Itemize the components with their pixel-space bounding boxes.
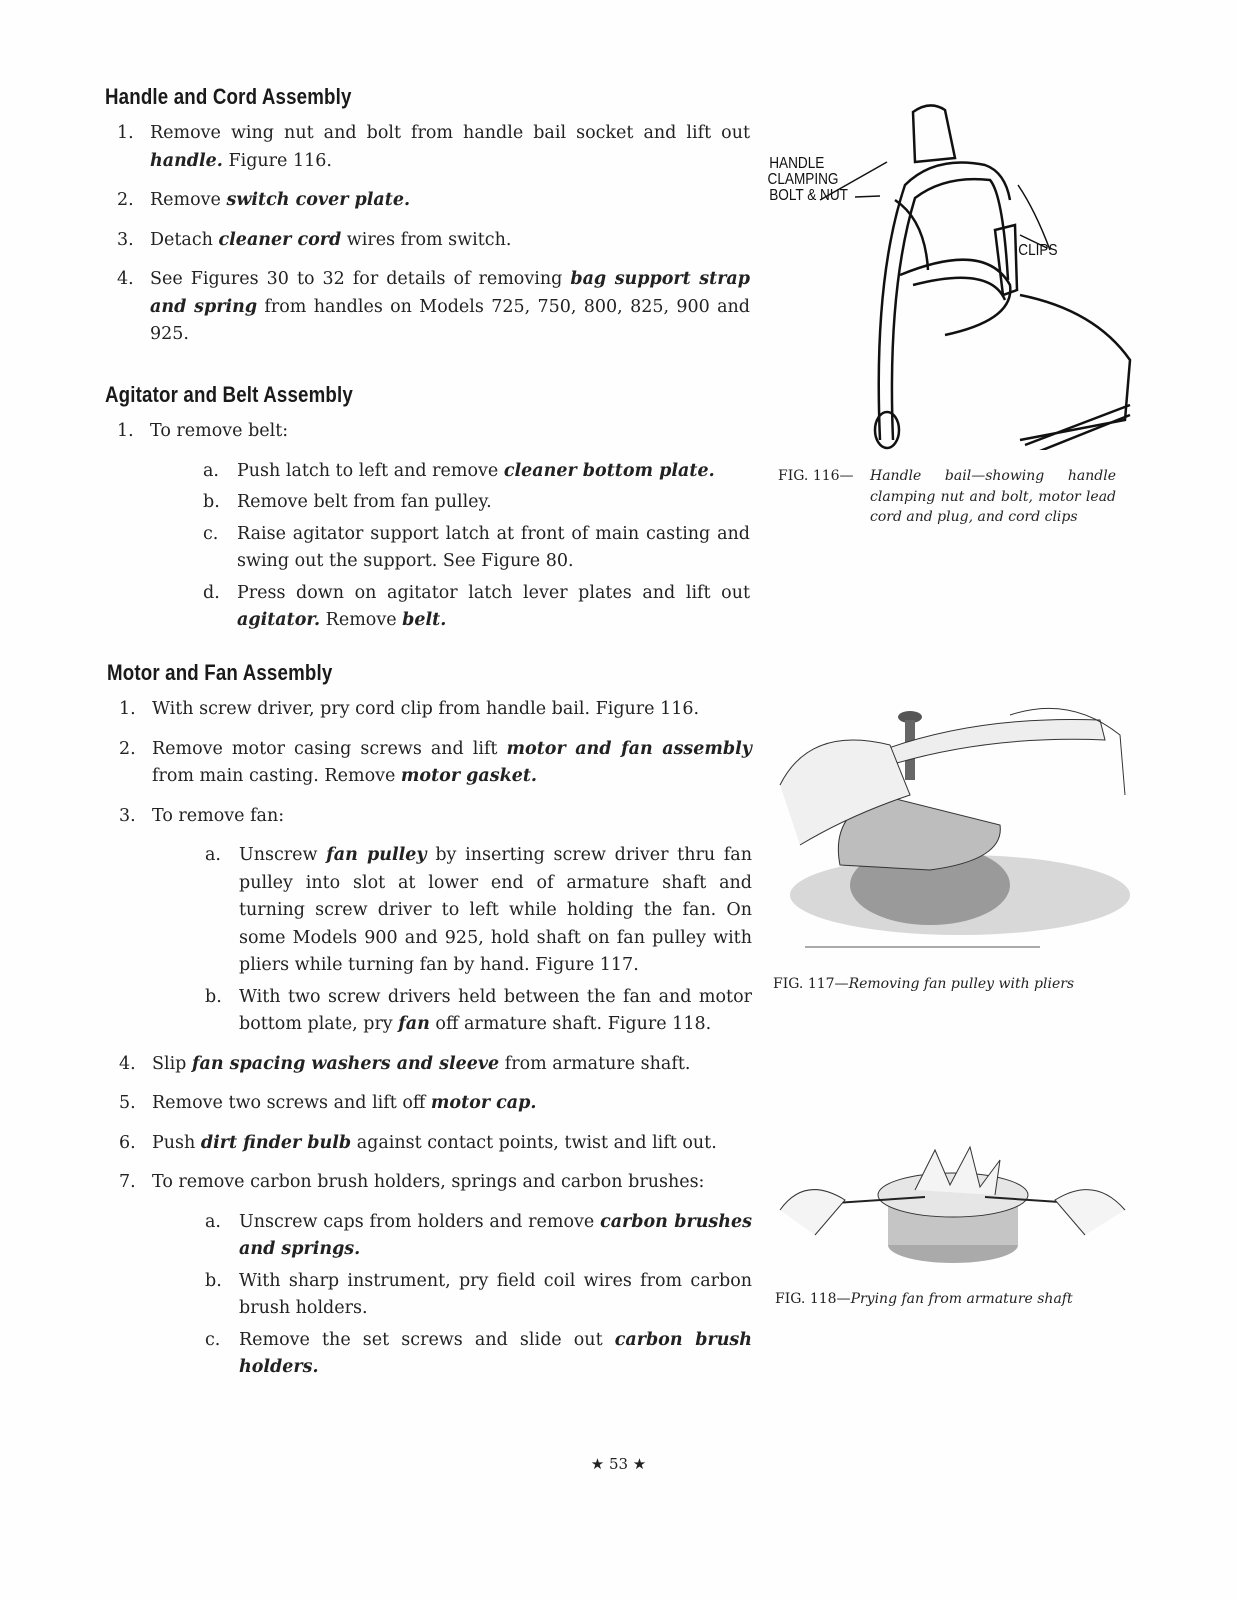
step-number: 1. <box>117 123 134 143</box>
figure-118-label: FIG. 118— <box>775 1291 851 1307</box>
text-run: Remove <box>150 190 227 210</box>
text-run: Raise agitator support latch at front of main casting and swing out the support. See Figure 80. <box>237 523 750 571</box>
emphasized-term: belt. <box>402 610 447 630</box>
step-item <box>107 1051 752 1079</box>
emphasized-term: bag support strap and spring <box>150 269 750 317</box>
callout-bolt-nut: BOLT & NUT <box>769 187 848 205</box>
text-run: Remove two screws and lift off <box>152 1093 431 1113</box>
step-item <box>105 266 750 349</box>
emphasized-term: carbon brush holders. <box>239 1329 752 1377</box>
sub-step-letter: a. <box>205 1211 221 1232</box>
sub-step-letter: b. <box>205 986 222 1007</box>
text-run: Push latch to left and remove <box>237 460 504 481</box>
emphasized-term: fan pulley <box>326 845 427 865</box>
sub-step-letter: a. <box>203 460 219 481</box>
section-heading: Motor and Fan Assembly <box>107 660 333 685</box>
sub-step-item <box>105 458 750 486</box>
emphasized-term: fan <box>398 1014 430 1034</box>
step-number: 3. <box>117 229 134 250</box>
sub-step-letter: d. <box>203 582 220 603</box>
sub-step-letter: a. <box>205 845 221 865</box>
step-number: 6. <box>119 1132 136 1153</box>
figure-116-caption-text: Handle bail—showing handle clamping nut and bolt, motor lead cord and plug, and cord clips <box>870 468 1116 525</box>
emphasized-term: cleaner bottom plate. <box>503 460 715 481</box>
text-run: Remove <box>320 610 403 630</box>
text-run: To remove carbon brush holders, springs and carbon brushes: <box>152 1172 705 1192</box>
emphasized-term: carbon brushes and springs. <box>239 1211 752 1259</box>
figure-118-prying-fan-photo <box>775 1135 1130 1265</box>
step-number: 1. <box>117 421 134 441</box>
text-run: Press down on agitator latch lever plates and lift out <box>237 582 750 603</box>
sub-step-letter: c. <box>203 523 219 544</box>
step-item <box>105 187 750 215</box>
step-item <box>107 696 752 724</box>
sub-step-item <box>105 489 750 517</box>
text-run: against contact points, twist and lift out. <box>351 1132 717 1153</box>
text-run: off armature shaft. Figure 118. <box>429 1014 712 1034</box>
step-item <box>107 1090 752 1118</box>
section-agitator-belt-assembly <box>105 382 750 647</box>
sub-step-item <box>107 984 752 1039</box>
text-run: Unscrew <box>239 845 327 865</box>
text-run: by inserting screw driver thru fan pulley into slot at lower end of armature shaft and turning screw driver to left while holding the fan. On some Models 900 and 925, hold shaft on fan pulley with pliers while turning fan by hand. Figure 117. <box>239 845 752 975</box>
step-number: 3. <box>119 805 136 826</box>
sub-step-letter: b. <box>203 492 220 512</box>
section-handle-cord-assembly <box>105 84 750 361</box>
callout-handle: HANDLE <box>769 155 825 173</box>
text-run: Detach <box>150 229 219 250</box>
figure-116-handle-bail-illustration <box>765 100 1135 450</box>
emphasized-term: dirt finder bulb <box>200 1132 352 1153</box>
step-item <box>107 803 752 831</box>
text-run: Unscrew caps from holders and remove <box>239 1211 601 1232</box>
sub-step-item <box>107 1209 752 1264</box>
step-item <box>107 736 752 791</box>
callout-clamping: CLAMPING <box>767 171 839 189</box>
step-number: 1. <box>119 699 136 719</box>
figure-117-caption <box>773 974 1133 995</box>
step-number: 4. <box>119 1053 136 1074</box>
text-run: To remove fan: <box>152 805 285 826</box>
text-run: Remove wing nut and bolt from handle bail socket and lift out <box>150 123 750 143</box>
sub-step-item <box>107 842 752 980</box>
section-motor-fan-assembly <box>107 660 752 1394</box>
text-run: Remove motor casing screws and lift <box>152 738 507 759</box>
figure-117-label: FIG. 117— <box>773 976 849 992</box>
figure-118-caption-text: Prying fan from armature shaft <box>850 1291 1073 1307</box>
sub-step-letter: c. <box>205 1329 221 1350</box>
text-run: See Figures 30 to 32 for details of removing <box>150 269 571 289</box>
step-item <box>107 1130 752 1158</box>
sub-step-item <box>105 580 750 635</box>
section-heading: Handle and Cord Assembly <box>105 84 352 109</box>
sub-step-letter: b. <box>205 1270 222 1291</box>
sub-step-item <box>105 521 750 576</box>
text-run: To remove belt: <box>150 421 289 441</box>
step-number: 5. <box>119 1093 136 1113</box>
step-number: 7. <box>119 1172 136 1192</box>
text-run: Slip <box>152 1053 192 1074</box>
step-item <box>107 1169 752 1197</box>
figure-117-fan-pulley-pliers-photo <box>770 695 1130 955</box>
text-run: With two screw drivers held between the fan and motor bottom plate, pry <box>239 986 752 1034</box>
emphasized-term: cleaner cord <box>218 229 342 250</box>
text-run: from main casting. Remove <box>152 766 401 786</box>
step-item <box>105 418 750 446</box>
sub-step-item <box>107 1268 752 1323</box>
section-heading: Agitator and Belt Assembly <box>105 382 353 407</box>
step-item <box>105 227 750 255</box>
step-number: 2. <box>119 738 136 759</box>
emphasized-term: motor and fan assembly <box>506 738 752 759</box>
emphasized-term: motor gasket. <box>400 766 538 786</box>
step-number: 4. <box>117 269 134 289</box>
text-run: from handles on Models 725, 750, 800, 825, 900 and 925. <box>150 296 750 344</box>
figure-116-caption <box>778 466 1116 528</box>
figure-116-label: FIG. 116— <box>778 468 854 484</box>
text-run: With sharp instrument, pry field coil wires from carbon brush holders. <box>239 1270 752 1318</box>
emphasized-term: motor cap. <box>430 1093 537 1113</box>
text-run: With screw driver, pry cord clip from handle bail. Figure 116. <box>152 699 700 719</box>
step-number: 2. <box>117 190 134 210</box>
figure-118-caption <box>775 1289 1135 1310</box>
emphasized-term: handle. <box>150 150 223 171</box>
text-run: Remove the set screws and slide out <box>239 1329 615 1350</box>
sub-step-item <box>107 1327 752 1382</box>
text-run: from armature shaft. <box>499 1053 691 1074</box>
text-run: wires from switch. <box>341 229 512 250</box>
text-run: Remove belt from fan pulley. <box>237 492 492 512</box>
emphasized-term: switch cover plate. <box>226 190 411 210</box>
page-number: ★ 53 ★ <box>590 1455 647 1473</box>
text-run: Push <box>152 1132 201 1153</box>
step-item <box>105 120 750 175</box>
emphasized-term: agitator. <box>237 610 321 630</box>
text-run: Figure 116. <box>222 150 332 171</box>
figure-117-caption-text: Removing fan pulley with pliers <box>848 976 1075 992</box>
emphasized-term: fan spacing washers and sleeve <box>191 1053 500 1074</box>
callout-clips: CLIPS <box>1018 242 1058 260</box>
